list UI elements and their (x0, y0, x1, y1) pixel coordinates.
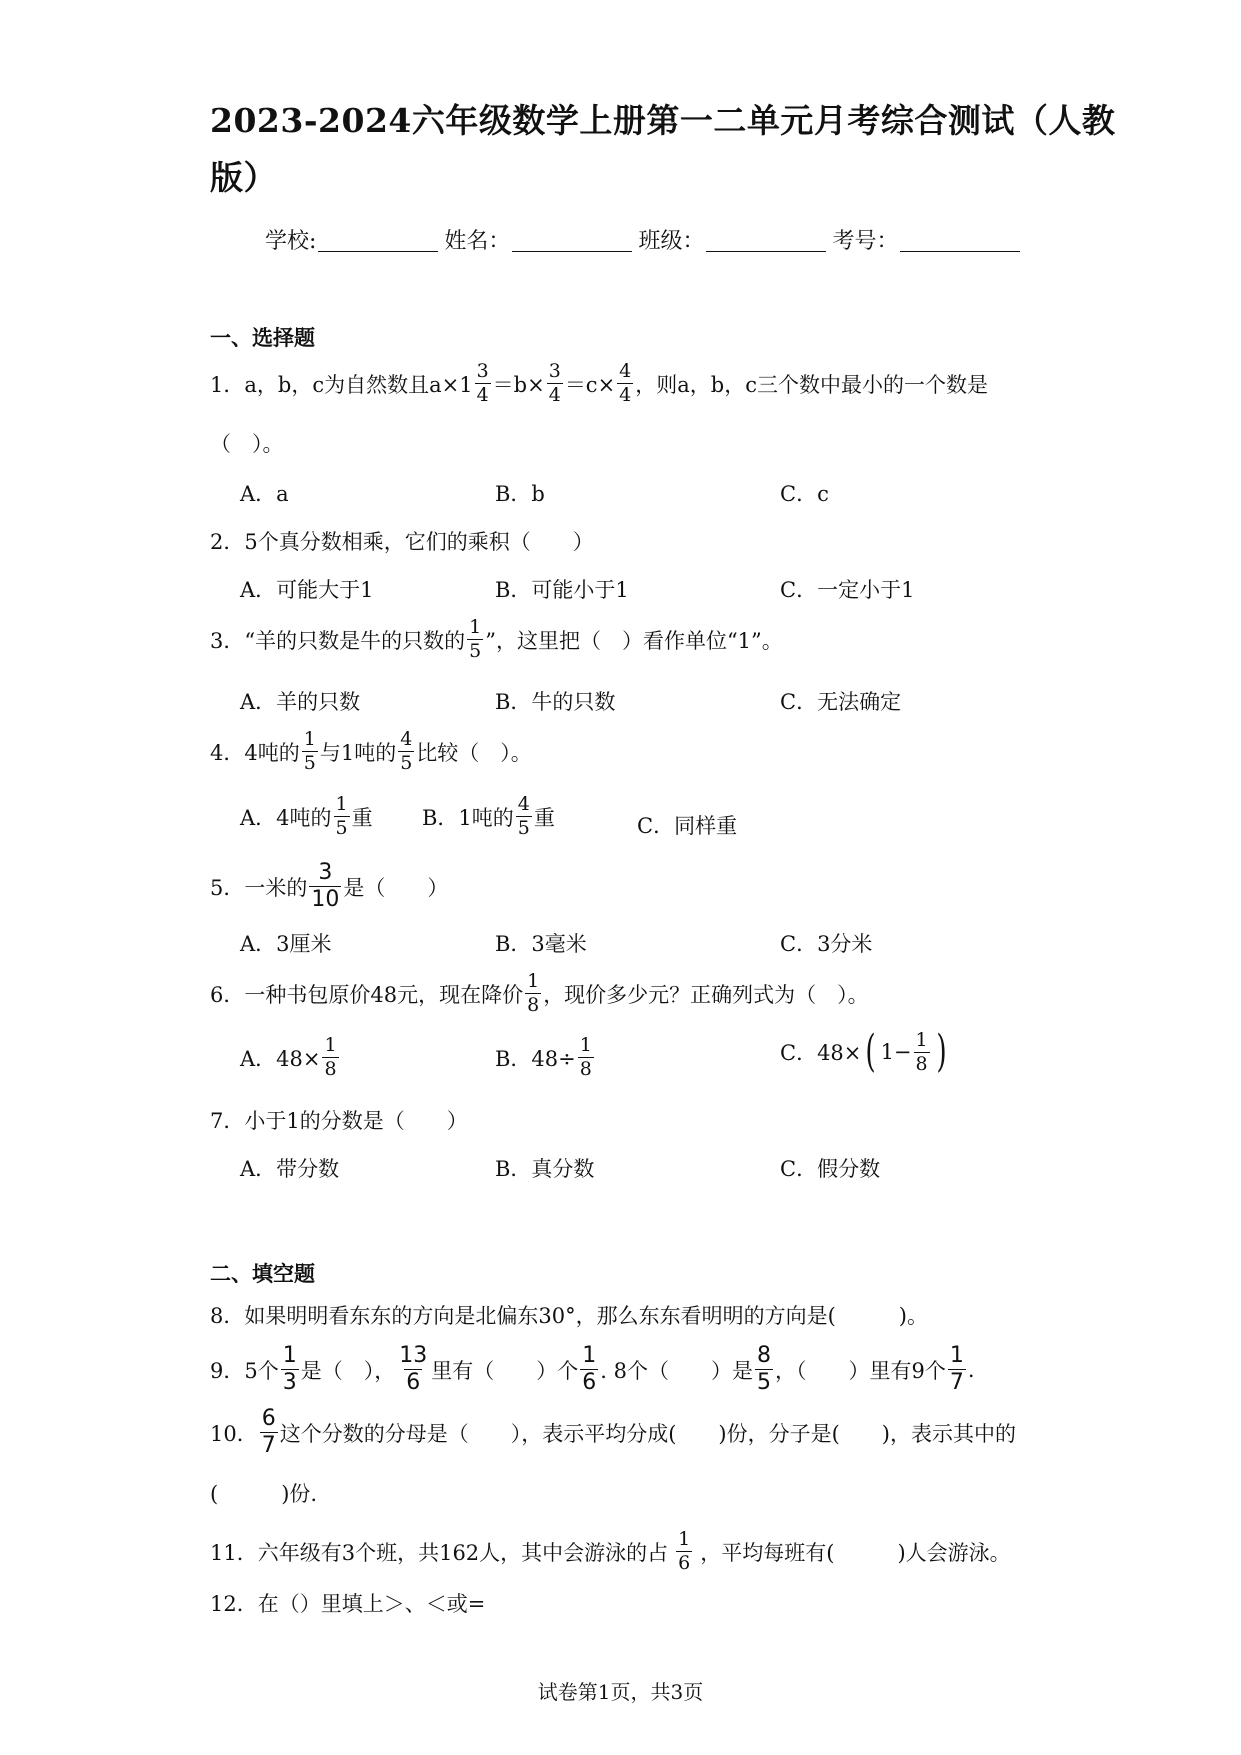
q9-text-6: . (967, 1357, 975, 1382)
q6-a-text: A．48× (240, 1046, 321, 1071)
question-11 (210, 1530, 1011, 1573)
q4-b-text: B．1吨的 (422, 805, 514, 830)
question-6 (210, 972, 869, 1015)
q9-text-1: 9．5个 (210, 1358, 279, 1383)
q4-a-fraction: $\frac{1}{5}$ (335, 793, 348, 839)
section-choice-heading: 一、选择题 (210, 325, 315, 350)
q9-fraction-4: $\frac{8}{5}$ (756, 1343, 771, 1395)
q6-c-inner: 1− (880, 1040, 912, 1064)
question-1 (210, 362, 988, 405)
q1-text-3: ＝c× (564, 372, 616, 397)
q6-b-fraction: $\frac{1}{8}$ (579, 1034, 592, 1080)
q1-option-c[interactable]: C．c (780, 482, 829, 506)
name-label: 姓名： (444, 229, 511, 254)
q11-text-2: ，平均每班有( )人会游泳。 (700, 1540, 1011, 1565)
q5-option-b[interactable]: B．3毫米 (495, 932, 587, 956)
school-label: 学校: (265, 229, 317, 254)
q4-a-suffix: 重 (351, 805, 373, 830)
section-fill-heading: 二、填空题 (210, 1261, 315, 1286)
question-10 (210, 1408, 1016, 1457)
question-9 (210, 1345, 975, 1394)
q7-option-b[interactable]: B．真分数 (495, 1157, 595, 1181)
q4-text-2: 与1吨的 (319, 740, 397, 765)
q2-option-c[interactable]: C．一定小于1 (780, 578, 915, 602)
q1-fraction-1: $\frac{3}{4}$ (476, 360, 489, 406)
page-footer: 试卷第1页，共3页 (537, 1680, 704, 1704)
q10-line-2: ( )份. (210, 1482, 318, 1506)
q3-option-c[interactable]: C．无法确定 (780, 690, 902, 714)
q5-text-1: 5．一米的 (210, 875, 308, 900)
question-4 (210, 730, 532, 773)
q1-fraction-3: $\frac{4}{4}$ (619, 360, 632, 406)
question-5 (210, 862, 448, 911)
q11-fraction: $\frac{1}{6}$ (678, 1528, 691, 1574)
q6-option-b[interactable] (495, 1036, 596, 1079)
q6-c-left-paren: ( (865, 1026, 877, 1077)
question-8: 8．如果明明看东东的方向是北偏东30°，那么东东看明明的方向是( )。 (210, 1304, 928, 1328)
q6-b-text: B．48÷ (495, 1046, 576, 1071)
question-7: 7．小于1的分数是（ ） (210, 1109, 468, 1133)
q4-text-3: 比较（ ）。 (416, 740, 532, 765)
doc-title-line2: 版） (210, 158, 277, 197)
q1-option-b[interactable]: B．b (495, 482, 545, 506)
class-blank[interactable] (706, 229, 826, 252)
q10-text-1: 这个分数的分母是（ ），表示平均分成( )份，分子是( )，表示其中的 (279, 1421, 1017, 1446)
question-3 (210, 618, 783, 661)
q6-c-text: C．48× (780, 1041, 862, 1065)
q3-fraction: $\frac{1}{5}$ (469, 616, 482, 662)
q6-c-right-paren: ) (936, 1026, 947, 1077)
q1-option-a[interactable]: A．a (240, 482, 289, 506)
q4-option-c[interactable]: C．同样重 (637, 814, 738, 838)
q6-fraction: $\frac{1}{8}$ (527, 970, 540, 1016)
q4-a-text: A．4吨的 (240, 805, 332, 830)
name-blank[interactable] (512, 229, 632, 252)
q4-fraction-2: $\frac{4}{5}$ (400, 728, 413, 774)
q6-option-a[interactable] (240, 1036, 341, 1079)
q4-b-fraction: $\frac{4}{5}$ (517, 793, 530, 839)
q6-a-fraction: $\frac{1}{8}$ (324, 1034, 337, 1080)
class-label: 班级： (638, 229, 705, 254)
q4-text-1: 4．4吨的 (210, 740, 300, 765)
q2-option-a[interactable]: A．可能大于1 (240, 578, 374, 602)
exam-no-blank[interactable] (900, 229, 1020, 252)
q9-text-5: ，（ ）里有9个 (774, 1358, 946, 1383)
q6-text-1: 6．一种书包原价48元，现在降价 (210, 982, 524, 1007)
q1-answer-paren: （ ）。 (210, 432, 284, 456)
q3-text-2: ”，这里把（ ）看作单位“1”。 (485, 628, 783, 653)
q1-text-1: a，b，c为自然数且a×1 (244, 372, 473, 397)
question-2: 2．5个真分数相乘，它们的乘积（ ） (210, 530, 594, 554)
q10-number: 10． (210, 1421, 258, 1446)
q1-text-4: ，则a，b，c三个数中最小的一个数是 (635, 372, 988, 397)
school-blank[interactable] (318, 229, 438, 252)
q3-option-a[interactable]: A．羊的只数 (240, 690, 361, 714)
q1-text-2: ＝b× (492, 372, 545, 397)
q3-option-b[interactable]: B．牛的只数 (495, 690, 616, 714)
q6-text-2: ，现价多少元？正确列式为（ ）。 (543, 982, 869, 1007)
q10-fraction: $\frac{6}{7}$ (261, 1406, 276, 1458)
doc-title-line1: 2023-2024六年级数学上册第一二单元月考综合测试（人教 (210, 101, 1116, 140)
q4-option-a[interactable] (240, 795, 373, 838)
exam-no-label: 考号： (832, 229, 899, 254)
q6-option-c[interactable] (780, 1026, 951, 1077)
question-12: 12．在（）里填上＞、＜或= (210, 1592, 486, 1616)
q4-fraction-1: $\frac{1}{5}$ (303, 728, 316, 774)
q3-text-1: 3．“羊的只数是牛的只数的 (210, 628, 466, 653)
q5-text-2: 是（ ） (343, 875, 449, 900)
q1-number: 1． (210, 372, 245, 397)
q9-text-4: . 8个（ ）是 (600, 1358, 753, 1383)
q1-fraction-2: $\frac{3}{4}$ (548, 360, 561, 406)
q6-c-fraction: $\frac{1}{8}$ (915, 1028, 928, 1075)
q9-fraction-1: $\frac{1}{3}$ (282, 1343, 297, 1395)
q9-fraction-2: $\frac{13}{6}$ (399, 1343, 428, 1395)
q11-text-1: 11．六年级有3个班，共162人，其中会游泳的占 (210, 1540, 669, 1565)
q7-option-c[interactable]: C．假分数 (780, 1157, 881, 1181)
student-info-line (265, 224, 1026, 255)
q5-option-a[interactable]: A．3厘米 (240, 932, 332, 956)
q5-option-c[interactable]: C．3分米 (780, 932, 873, 956)
q2-option-b[interactable]: B．可能小于1 (495, 578, 629, 602)
q9-text-3: 里有（ ）个 (431, 1358, 579, 1383)
q4-b-suffix: 重 (533, 805, 555, 830)
q9-fraction-5: $\frac{1}{7}$ (949, 1343, 964, 1395)
q4-option-b[interactable] (422, 795, 555, 838)
q7-option-a[interactable]: A．带分数 (240, 1157, 340, 1181)
q9-fraction-3: $\frac{1}{6}$ (582, 1343, 597, 1395)
q9-text-2: 是（ ）， (300, 1358, 396, 1383)
q5-fraction: $\frac{3}{10}$ (311, 860, 340, 912)
